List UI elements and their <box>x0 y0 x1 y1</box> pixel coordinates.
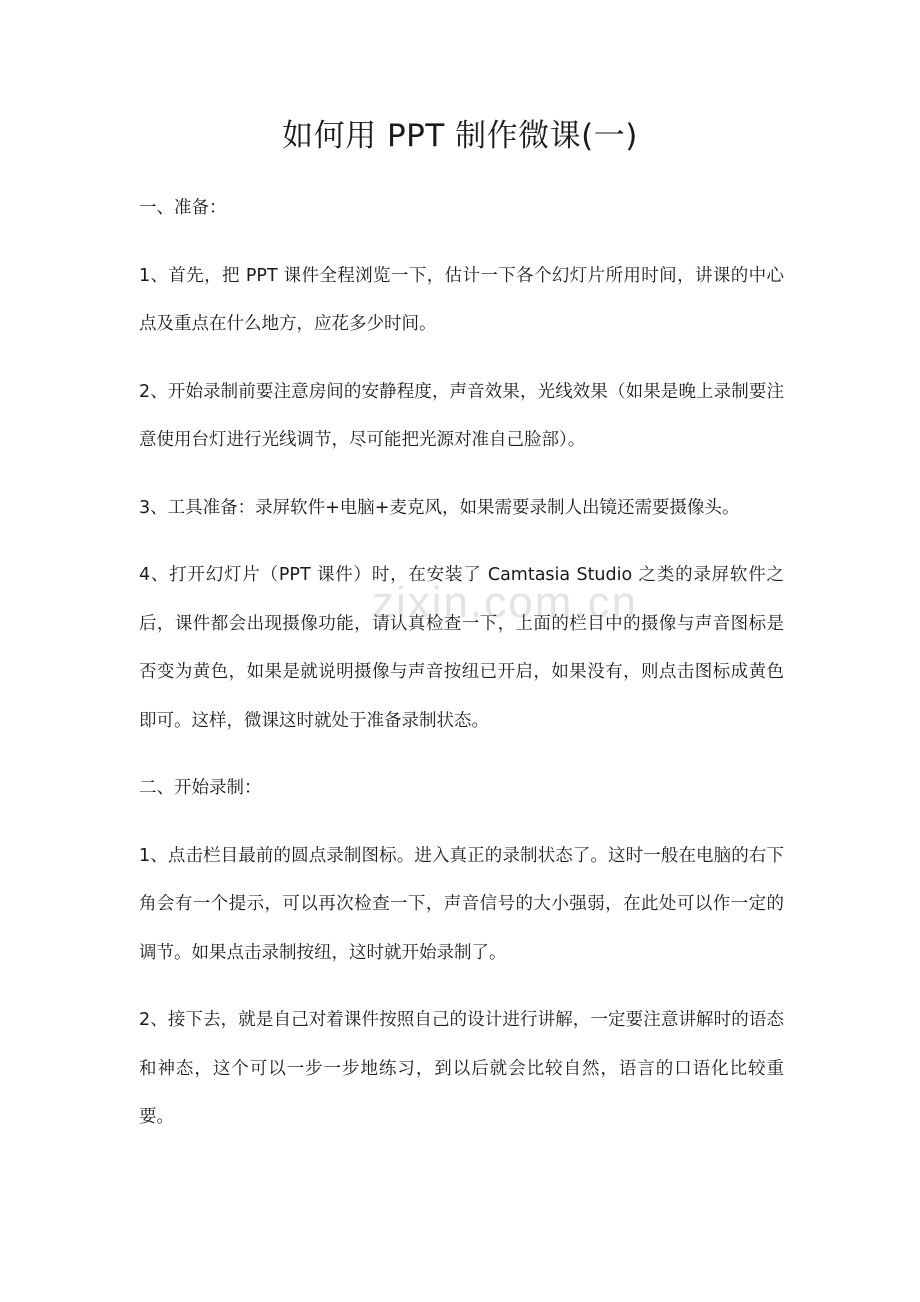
paragraph: 1、首先，把 PPT 课件全程浏览一下，估计一下各个幻灯片所用时间，讲课的中心点及重点在什么地方，应花多少时间。 <box>139 265 784 334</box>
paragraph: 4、打开幻灯片（PPT 课件）时，在安装了 Camtasia Studio 之类的录屏软件之后，课件都会出现摄像功能，请认真检查一下，上面的栏目中的摄像与声音图标是否变为黄色，如果是就说明摄像与声音按纽已开启，如果没有，则点击图标成黄色即可。这样，微课这时就处于准备录制状态。 <box>139 565 784 731</box>
paragraph: 3、工具准备：录屏软件+电脑+麦克风，如果需要录制人出镜还需要摄像头。 <box>139 497 740 518</box>
document-body <box>139 184 784 1161</box>
paragraph: 1、点击栏目最前的圆点录制图标。进入真正的录制状态了。这时一般在电脑的右下角会有一个提示，可以再次检查一下，声音信号的大小强弱，在此处可以作一定的调节。如果点击录制按纽，这时就开始录制了。 <box>139 845 784 963</box>
paragraph: 2、开始录制前要注意房间的安静程度，声音效果，光线效果（如果是晚上录制要注意使用台灯进行光线调节，尽可能把光源对准自己脸部）。 <box>139 381 784 450</box>
watermark-text: zixin.com.cn <box>372 578 639 627</box>
section-heading-recording: 二、开始录制： <box>139 778 262 798</box>
section-heading-preparation: 一、准备： <box>139 198 227 218</box>
paragraph: 2、接下去，就是自己对着课件按照自己的设计进行讲解，一定要注意讲解时的语态和神态，这个可以一步一步地练习，到以后就会比较自然，语言的口语化比较重要。 <box>139 1010 784 1127</box>
document-title: 如何用 PPT 制作微课(一) <box>282 118 638 154</box>
